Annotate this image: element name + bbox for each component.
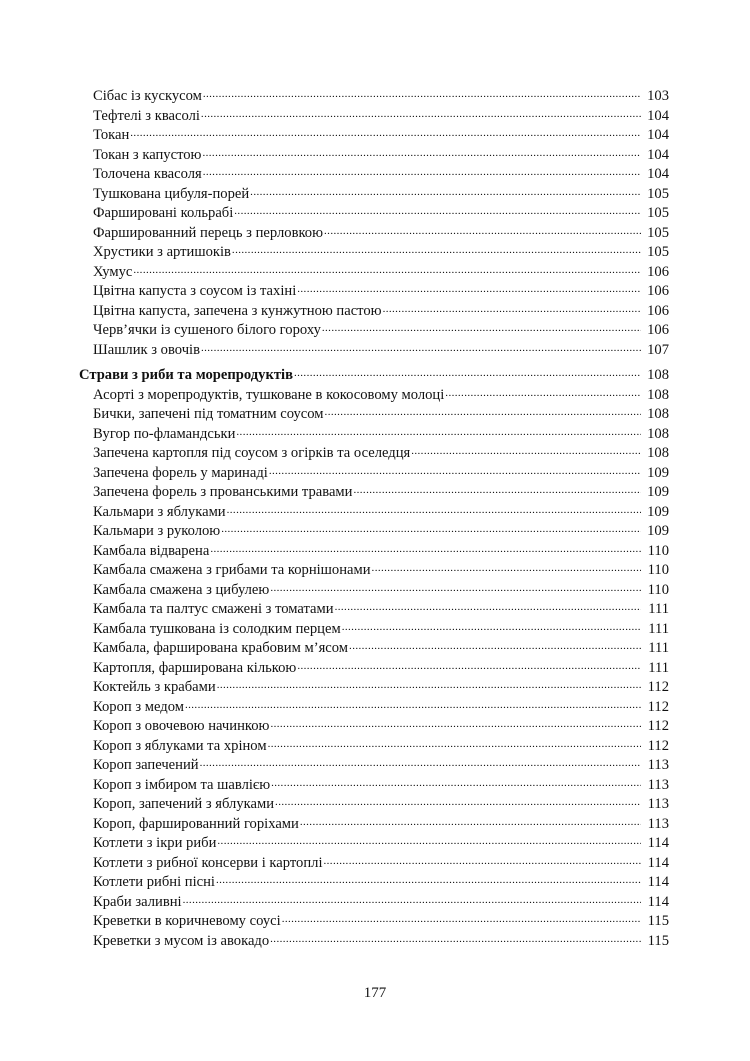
page-number: 177 [363, 985, 387, 1001]
toc-entry [79, 302, 669, 322]
toc-entry-title: Котлети рибні пісні [93, 874, 215, 890]
dot-leader [275, 797, 641, 807]
toc-entry [79, 165, 669, 185]
toc-entry-title: Креветки в коричневому соусі [93, 913, 281, 929]
toc-entry-page: 105 [647, 185, 669, 202]
toc-entry-title: Короп з яблуками та хріном [93, 737, 267, 754]
dot-leader [269, 466, 641, 476]
toc-entry-page: 104 [647, 146, 669, 163]
toc-entry-title: Асорті з морепродуктів, тушковане в кокосовому молоці [93, 386, 445, 403]
toc-entry-page: 105 [647, 205, 669, 221]
toc-entry [79, 912, 669, 932]
toc-entry [79, 185, 669, 205]
toc-entry-page: 109 [647, 484, 669, 500]
toc-entry [79, 386, 669, 406]
toc-entry-title: Котлети з рибної консерви і картоплі [93, 854, 323, 871]
toc-entry-page: 108 [647, 367, 669, 383]
toc-entry-page: 112 [647, 737, 669, 754]
toc-entry-page: 104 [647, 127, 669, 143]
toc-entry [79, 282, 669, 302]
dot-leader [268, 739, 641, 749]
toc-entry [79, 776, 669, 796]
dot-leader [322, 323, 641, 333]
toc-entry [79, 893, 669, 913]
toc-entry [79, 107, 669, 127]
toc-entry-page: 111 [648, 659, 669, 676]
toc-entry-page: 107 [647, 341, 669, 358]
toc-entry-title: Цвітна капуста, запечена з кунжутною пастою [93, 302, 382, 319]
toc-entry [79, 224, 669, 244]
dot-leader [324, 856, 642, 866]
toc-entry [79, 873, 669, 893]
toc-entry [79, 561, 669, 581]
toc-entry [79, 263, 669, 283]
toc-entry-title: Котлети з ікри риби [93, 835, 217, 851]
dot-leader [342, 622, 641, 632]
toc-entry-page: 114 [647, 854, 669, 871]
toc-entry-page: 114 [647, 835, 669, 851]
toc-entry-title: Токан [93, 127, 130, 143]
toc-entry-title: Короп з медом [93, 698, 184, 715]
toc-entry-title: Черв’ячки із сушеного білого гороху [93, 322, 321, 338]
toc-entry [79, 581, 669, 601]
dot-leader [217, 836, 641, 846]
toc-entry [79, 659, 669, 679]
toc-entry-page: 109 [647, 464, 669, 481]
toc-entry-title: Цвітна капуста з соусом із тахіні [93, 283, 297, 299]
toc-entry [79, 815, 669, 835]
toc-entry [79, 678, 669, 698]
toc-entry-page: 108 [647, 386, 669, 403]
toc-entry-title: Запечена картопля під соусом з огірків та оселедця [93, 445, 411, 461]
dot-leader [271, 778, 641, 788]
dot-leader [353, 485, 641, 495]
toc-entry-page: 110 [647, 542, 669, 559]
toc-entry [79, 620, 669, 640]
toc-entry [79, 341, 669, 361]
dot-leader [300, 817, 641, 827]
toc-entry-title: Камбала та палтус смажені з томатами [93, 601, 334, 617]
toc-entry-title: Креветки з мусом із авокадо [93, 932, 270, 949]
toc-entry [79, 204, 669, 224]
toc-entry-title: Короп запечений [93, 757, 199, 773]
toc-entry-page: 108 [647, 425, 669, 442]
toc-entry-page: 112 [647, 679, 669, 695]
dot-leader [270, 719, 641, 729]
dot-leader [383, 304, 641, 314]
toc-entry-page: 115 [647, 932, 669, 949]
dot-leader [130, 128, 641, 138]
toc-entry [79, 483, 669, 503]
dot-leader [201, 343, 641, 353]
toc-entry-title: Картопля, фарширована кількою [93, 659, 297, 676]
table-of-contents [79, 87, 669, 951]
dot-leader [185, 700, 641, 710]
dot-leader [201, 109, 641, 119]
toc-entry-title: Камбала тушкована із солодким перцем [93, 620, 341, 637]
toc-entry-page: 112 [647, 698, 669, 715]
dot-leader [216, 875, 641, 885]
toc-entry-page: 105 [647, 244, 669, 260]
toc-entry [79, 542, 669, 562]
dot-leader [349, 641, 641, 651]
toc-entry [79, 444, 669, 464]
toc-entry-title: Фаршированний перець з перловкою [93, 224, 324, 241]
toc-entry-page: 109 [647, 503, 669, 520]
dot-leader [270, 934, 641, 944]
toc-entry [79, 321, 669, 341]
toc-entry-title: Токан з капустою [93, 146, 202, 163]
toc-entry-page: 106 [647, 263, 669, 280]
dot-leader [297, 661, 641, 671]
toc-entry-page: 113 [647, 757, 669, 773]
dot-leader [282, 914, 641, 924]
dot-leader [202, 148, 641, 158]
toc-entry-page: 111 [648, 640, 669, 656]
toc-entry-page: 110 [647, 581, 669, 598]
toc-entry-title: Короп, фаршированний горіхами [93, 815, 299, 832]
toc-entry-title: Кальмари з руколою [93, 523, 221, 539]
toc-entry [79, 600, 669, 620]
toc-section-title: Страви з риби та морепродуктів [79, 367, 293, 383]
toc-entry [79, 639, 669, 659]
dot-leader [203, 89, 641, 99]
dot-leader [133, 265, 641, 275]
dot-leader [203, 167, 641, 177]
toc-entry-page: 113 [647, 796, 669, 812]
toc-entry-page: 109 [647, 523, 669, 539]
dot-leader [325, 407, 641, 417]
toc-entry-title: Камбала смажена з цибулею [93, 581, 270, 598]
toc-entry-title: Короп з імбиром та шавлією [93, 776, 271, 793]
toc-entry [79, 503, 669, 523]
dot-leader [227, 505, 641, 515]
toc-entry [79, 87, 669, 107]
toc-entry-page: 111 [648, 620, 669, 637]
toc-entry-title: Камбала відварена [93, 542, 210, 559]
toc-entry-page: 108 [647, 406, 669, 422]
toc-entry-page: 113 [647, 815, 669, 832]
dot-leader [217, 680, 641, 690]
toc-entry-title: Вугор по-фламандськи [93, 425, 236, 442]
dot-leader [294, 368, 641, 378]
toc-section-heading [79, 366, 669, 386]
dot-leader [270, 583, 641, 593]
toc-entry [79, 522, 669, 542]
toc-entry-title: Камбала, фарширована крабовим м’ясом [93, 640, 349, 656]
dot-leader [297, 284, 641, 294]
dot-leader [445, 388, 641, 398]
toc-entry-title: Сібас із кускусом [93, 88, 202, 104]
toc-entry-page: 104 [647, 107, 669, 124]
toc-entry-title: Короп, запечений з яблуками [93, 796, 275, 812]
dot-leader [234, 206, 641, 216]
dot-leader [372, 563, 641, 573]
toc-entry [79, 717, 669, 737]
toc-entry-page: 104 [647, 166, 669, 182]
toc-entry-title: Хрустики з артишоків [93, 244, 231, 260]
toc-entry [79, 756, 669, 776]
toc-entry-page: 113 [647, 776, 669, 793]
toc-entry [79, 795, 669, 815]
toc-entry-title: Толочена квасоля [93, 166, 202, 182]
toc-entry-title: Краби заливні [93, 893, 182, 910]
toc-entry [79, 405, 669, 425]
toc-entry-page: 115 [647, 913, 669, 929]
toc-entry-page: 111 [648, 601, 669, 617]
toc-entry-page: 112 [647, 718, 669, 734]
toc-entry [79, 243, 669, 263]
toc-entry [79, 854, 669, 874]
toc-entry [79, 698, 669, 718]
dot-leader [335, 602, 641, 612]
dot-leader [200, 758, 641, 768]
dot-leader [250, 187, 641, 197]
toc-entry-title: Запечена форель з прованськими травами [93, 484, 353, 500]
toc-entry-page: 114 [647, 874, 669, 890]
toc-entry-page: 103 [647, 88, 669, 104]
toc-entry [79, 932, 669, 952]
toc-entry-title: Запечена форель у маринаді [93, 464, 268, 481]
dot-leader [232, 245, 641, 255]
toc-entry-title: Бички, запечені під томатним соусом [93, 406, 324, 422]
dot-leader [324, 226, 641, 236]
toc-entry-page: 105 [647, 224, 669, 241]
toc-entry [79, 834, 669, 854]
toc-entry-title: Короп з овочевою начинкою [93, 718, 270, 734]
toc-entry-title: Тефтелі з квасолі [93, 107, 200, 124]
toc-entry [79, 126, 669, 146]
dot-leader [210, 544, 641, 554]
toc-entry-title: Тушкована цибуля-порей [93, 185, 250, 202]
dot-leader [411, 446, 641, 456]
toc-entry [79, 146, 669, 166]
toc-entry-title: Шашлик з овочів [93, 341, 200, 358]
dot-leader [221, 524, 641, 534]
dot-leader [236, 427, 641, 437]
dot-leader [183, 895, 641, 905]
toc-entry-page: 114 [647, 893, 669, 910]
toc-entry-page: 108 [647, 445, 669, 461]
toc-entry-page: 106 [647, 283, 669, 299]
toc-entry-title: Камбала смажена з грибами та корнішонами [93, 562, 371, 578]
toc-entry-title: Хумус [93, 263, 133, 280]
toc-entry-title: Коктейль з крабами [93, 679, 216, 695]
toc-entry [79, 464, 669, 484]
toc-entry-title: Фаршировані кольрабі [93, 205, 234, 221]
toc-entry-page: 106 [647, 302, 669, 319]
toc-entry-page: 106 [647, 322, 669, 338]
toc-entry [79, 425, 669, 445]
toc-entry-page: 110 [647, 562, 669, 578]
toc-entry [79, 737, 669, 757]
toc-entry-title: Кальмари з яблуками [93, 503, 226, 520]
